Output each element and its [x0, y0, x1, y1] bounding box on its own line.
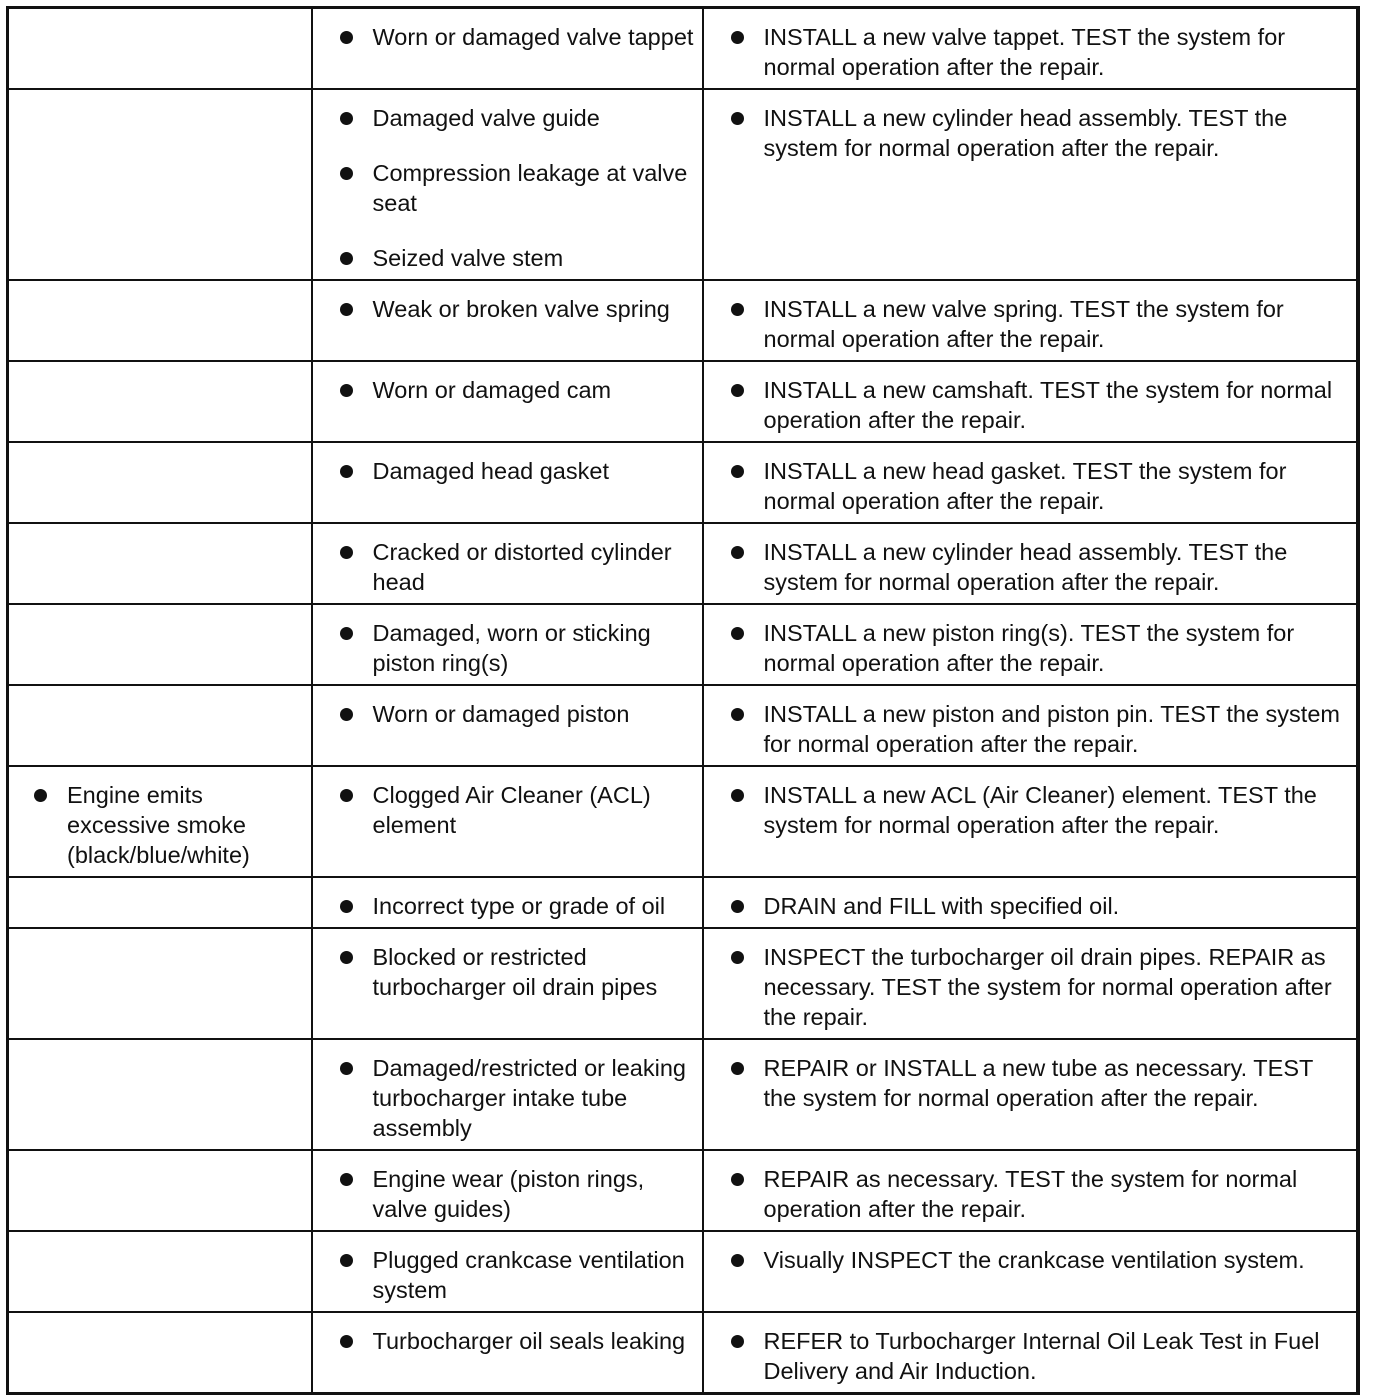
action-text: INSPECT the turbocharger oil drain pipes. REPAIR as necessary. TEST the system for normal operation after the repair.	[763, 944, 1332, 1030]
cause-cell	[312, 1312, 703, 1394]
bullet-icon	[731, 1173, 744, 1186]
action-text: INSTALL a new cylinder head assembly. TEST the system for normal operation after the repair.	[763, 539, 1288, 595]
table-row	[8, 8, 1358, 90]
action-cell	[703, 1039, 1358, 1150]
bullet-icon	[731, 546, 744, 559]
bullet-item	[712, 1245, 1348, 1275]
symptom-cell	[8, 523, 312, 604]
cause-cell	[312, 766, 703, 877]
action-text: REPAIR as necessary. TEST the system for normal operation after the repair.	[763, 1166, 1298, 1222]
bullet-icon	[731, 1254, 744, 1267]
bullet-icon	[340, 1173, 353, 1186]
bullet-icon	[340, 384, 353, 397]
table-row	[8, 361, 1358, 442]
bullet-icon	[731, 31, 744, 44]
table-row	[8, 523, 1358, 604]
bullet-item	[712, 942, 1348, 1032]
action-text: INSTALL a new cylinder head assembly. TEST the system for normal operation after the repair.	[763, 105, 1288, 161]
bullet-icon	[731, 112, 744, 125]
action-text: REFER to Turbocharger Internal Oil Leak Test in Fuel Delivery and Air Induction.	[763, 1328, 1320, 1384]
table-row	[8, 1150, 1358, 1231]
action-text: REPAIR or INSTALL a new tube as necessary. TEST the system for normal operation after the repair.	[763, 1055, 1313, 1111]
cause-cell	[312, 685, 703, 766]
table-row	[8, 685, 1358, 766]
action-cell	[703, 361, 1358, 442]
table-row	[8, 442, 1358, 523]
symptom-cell	[8, 766, 312, 877]
bullet-item	[321, 942, 694, 1002]
bullet-item	[712, 537, 1348, 597]
bullet-item	[321, 158, 694, 218]
bullet-icon	[731, 384, 744, 397]
action-text: INSTALL a new valve tappet. TEST the system for normal operation after the repair.	[763, 24, 1286, 80]
action-cell	[703, 89, 1358, 280]
action-cell	[703, 280, 1358, 361]
bullet-icon	[731, 303, 744, 316]
symptom-cell	[8, 1150, 312, 1231]
action-cell	[703, 1312, 1358, 1394]
cause-cell	[312, 928, 703, 1039]
bullet-item	[321, 618, 694, 678]
symptom-cell	[8, 604, 312, 685]
bullet-icon	[340, 627, 353, 640]
action-cell	[703, 8, 1358, 90]
bullet-item	[321, 891, 694, 921]
action-cell	[703, 685, 1358, 766]
symptom-cell	[8, 877, 312, 928]
cause-cell	[312, 1039, 703, 1150]
bullet-item	[321, 294, 694, 324]
bullet-item	[321, 1164, 694, 1224]
action-text: INSTALL a new head gasket. TEST the system for normal operation after the repair.	[763, 458, 1287, 514]
cause-text: Compression leakage at valve seat	[372, 160, 688, 216]
bullet-item	[712, 22, 1348, 82]
bullet-item	[712, 1164, 1348, 1224]
cause-cell	[312, 1150, 703, 1231]
bullet-item	[321, 699, 694, 729]
action-cell	[703, 523, 1358, 604]
action-text: DRAIN and FILL with specified oil.	[763, 893, 1120, 919]
bullet-item	[321, 22, 694, 52]
symptom-cell	[8, 280, 312, 361]
symptom-cell	[8, 1231, 312, 1312]
bullet-item	[321, 375, 694, 405]
symptom-cell	[8, 928, 312, 1039]
bullet-item	[712, 780, 1348, 840]
bullet-item	[712, 1053, 1348, 1113]
bullet-item	[712, 375, 1348, 435]
bullet-icon	[731, 951, 744, 964]
bullet-item	[17, 780, 303, 870]
cause-text: Seized valve stem	[372, 245, 564, 271]
action-text: Visually INSPECT the crankcase ventilation system.	[763, 1247, 1305, 1273]
cause-cell	[312, 877, 703, 928]
cause-text: Blocked or restricted turbocharger oil drain pipes	[372, 944, 658, 1000]
bullet-item	[712, 456, 1348, 516]
action-text: INSTALL a new ACL (Air Cleaner) element. TEST the system for normal operation after the repair.	[763, 782, 1317, 838]
bullet-icon	[340, 31, 353, 44]
cause-text: Clogged Air Cleaner (ACL) element	[372, 782, 651, 838]
bullet-icon	[731, 900, 744, 913]
symptom-cell	[8, 361, 312, 442]
cause-text: Plugged crankcase ventilation system	[372, 1247, 685, 1303]
symptom-cell	[8, 685, 312, 766]
bullet-item	[712, 103, 1348, 163]
bullet-icon	[731, 789, 744, 802]
table-row	[8, 1039, 1358, 1150]
symptom-text: Engine emits excessive smoke (black/blue/white)	[67, 782, 250, 868]
cause-text: Weak or broken valve spring	[372, 296, 670, 322]
symptom-cell	[8, 8, 312, 90]
action-cell	[703, 928, 1358, 1039]
cause-cell	[312, 604, 703, 685]
symptom-cell	[8, 89, 312, 280]
cause-cell	[312, 361, 703, 442]
cause-cell	[312, 280, 703, 361]
bullet-item	[321, 456, 694, 486]
bullet-item	[712, 294, 1348, 354]
bullet-icon	[731, 627, 744, 640]
bullet-icon	[340, 465, 353, 478]
action-text: INSTALL a new piston ring(s). TEST the system for normal operation after the repair.	[763, 620, 1295, 676]
cause-text: Incorrect type or grade of oil	[372, 893, 666, 919]
cause-text: Worn or damaged cam	[372, 377, 612, 403]
bullet-item	[712, 618, 1348, 678]
table-row	[8, 877, 1358, 928]
symptom-cell	[8, 442, 312, 523]
diagnosis-table	[6, 6, 1360, 1395]
cause-text: Worn or damaged valve tappet	[372, 24, 694, 50]
bullet-item	[712, 1326, 1348, 1386]
bullet-icon	[731, 1062, 744, 1075]
bullet-icon	[731, 465, 744, 478]
symptom-cell	[8, 1039, 312, 1150]
cause-text: Worn or damaged piston	[372, 701, 630, 727]
symptom-cell	[8, 1312, 312, 1394]
action-cell	[703, 442, 1358, 523]
action-text: INSTALL a new piston and piston pin. TEST the system for normal operation after the repair.	[763, 701, 1340, 757]
bullet-icon	[340, 708, 353, 721]
bullet-item	[712, 699, 1348, 759]
bullet-icon	[340, 546, 353, 559]
action-cell	[703, 1150, 1358, 1231]
bullet-item	[321, 243, 694, 273]
bullet-icon	[340, 1062, 353, 1075]
table-row	[8, 1312, 1358, 1394]
table-row	[8, 604, 1358, 685]
cause-text: Damaged valve guide	[372, 105, 600, 131]
table-row	[8, 280, 1358, 361]
bullet-icon	[340, 167, 353, 180]
cause-text: Damaged head gasket	[372, 458, 609, 484]
bullet-icon	[340, 951, 353, 964]
action-cell	[703, 604, 1358, 685]
bullet-icon	[340, 1335, 353, 1348]
cause-text: Damaged, worn or sticking piston ring(s)	[372, 620, 651, 676]
cause-cell	[312, 1231, 703, 1312]
action-text: INSTALL a new camshaft. TEST the system for normal operation after the repair.	[763, 377, 1333, 433]
bullet-item	[321, 103, 694, 133]
action-text: INSTALL a new valve spring. TEST the system for normal operation after the repair.	[763, 296, 1284, 352]
bullet-item	[321, 780, 694, 840]
bullet-icon	[340, 112, 353, 125]
cause-cell	[312, 8, 703, 90]
table-row	[8, 89, 1358, 280]
bullet-icon	[340, 900, 353, 913]
bullet-item	[321, 537, 694, 597]
bullet-item	[321, 1245, 694, 1305]
table-row	[8, 766, 1358, 877]
action-cell	[703, 877, 1358, 928]
table-row	[8, 928, 1358, 1039]
bullet-icon	[340, 789, 353, 802]
bullet-icon	[731, 708, 744, 721]
cause-text: Cracked or distorted cylinder head	[372, 539, 672, 595]
bullet-icon	[340, 252, 353, 265]
cause-cell	[312, 442, 703, 523]
action-cell	[703, 1231, 1358, 1312]
cause-cell	[312, 523, 703, 604]
bullet-icon	[34, 789, 47, 802]
bullet-item	[712, 891, 1348, 921]
bullet-item	[321, 1053, 694, 1143]
bullet-icon	[340, 303, 353, 316]
action-cell	[703, 766, 1358, 877]
cause-cell	[312, 89, 703, 280]
cause-text: Turbocharger oil seals leaking	[372, 1328, 686, 1354]
bullet-icon	[340, 1254, 353, 1267]
cause-text: Damaged/restricted or leaking turbocharger intake tube assembly	[372, 1055, 686, 1141]
cause-text: Engine wear (piston rings, valve guides)	[372, 1166, 645, 1222]
table-row	[8, 1231, 1358, 1312]
bullet-icon	[731, 1335, 744, 1348]
